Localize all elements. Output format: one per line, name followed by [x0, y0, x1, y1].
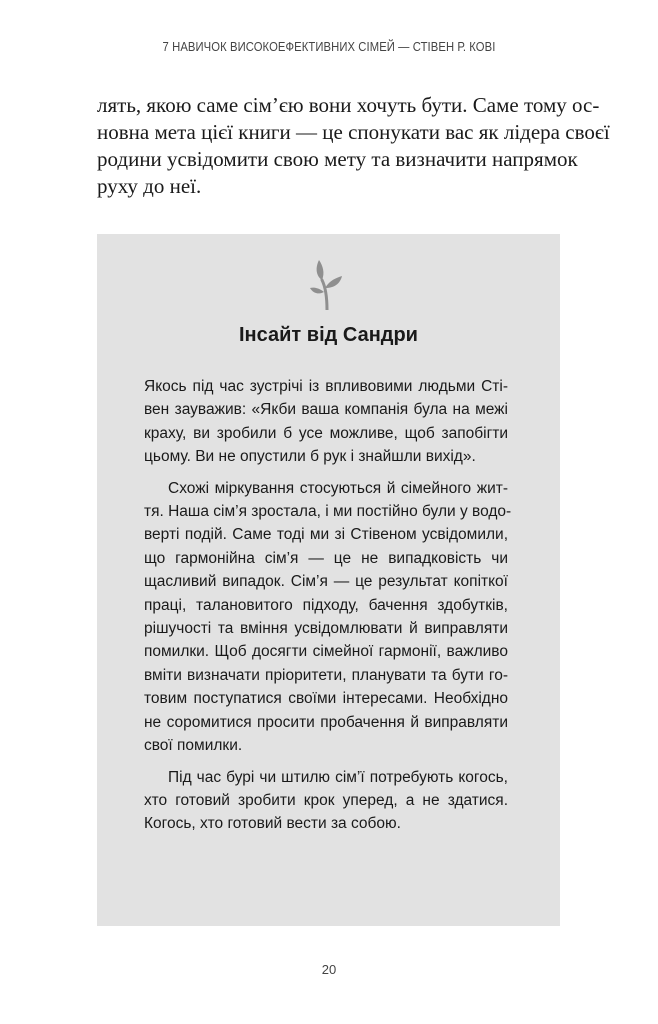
insight-paragraph: [144, 766, 508, 836]
insight-sidebar-box: [97, 234, 560, 926]
text-line: щасливий випадок. Сім’я — це результат копіткої: [144, 573, 508, 591]
sprout-icon: [310, 258, 344, 310]
text-line: вен зауважив: «Якби ваша компанія була на межі: [144, 401, 508, 419]
text-line: товим поступатися своїми інтересами. Необхідно: [144, 690, 508, 708]
text-line: верті подій. Саме тоді ми зі Стівеном усвідомили,: [144, 526, 508, 544]
text-line: руху до неї.: [97, 174, 202, 198]
insight-paragraph: [144, 477, 512, 758]
insight-paragraph: [144, 375, 508, 469]
text-line: цьому. Ви не опустили б рук і знайшли вихід».: [144, 448, 476, 466]
text-line: краху, ви зробили б усе можливе, щоб запобігти: [144, 424, 508, 442]
text-line: хто готовий зробити крок уперед, а не здатися.: [144, 791, 508, 809]
text-line: Під час бурі чи штилю сім’ї потребують когось,: [168, 768, 508, 786]
text-line: Схожі міркування стосуються й сімейного жит-: [168, 479, 508, 497]
running-header: 7 НАВИЧОК ВИСОКОЕФЕКТИВНИХ СІМЕЙ — СТІВЕН Р. КОВІ: [162, 40, 496, 54]
insight-title: Інсайт від Сандри: [239, 324, 418, 346]
page-number: 20: [321, 962, 337, 977]
text-line: лять, якою саме сім’єю вони хочуть бути. Саме тому ос-: [97, 93, 600, 117]
text-line: новна мета цієї книги — це спонукати вас як лідера своєї: [97, 120, 610, 144]
insight-body: [144, 375, 512, 844]
text-line: праці, талановитого підходу, бачення здобутків,: [144, 596, 508, 614]
text-line: Когось, хто готовий вести за собою.: [144, 815, 401, 833]
text-line: родини усвідомити свою мету та визначити напрямок: [97, 147, 578, 171]
text-line: Якось під час зустрічі із впливовими людьми Сті-: [144, 378, 508, 395]
text-line: рішучості та вміння усвідомлювати й виправляти: [144, 620, 508, 638]
text-line: що гармонійна сім’я — це не випадковість чи: [144, 549, 508, 567]
text-line: не соромитися просити пробачення й виправляти: [144, 713, 508, 731]
text-line: свої помилки.: [144, 737, 243, 755]
text-line: помилки. Щоб досягти сімейної гармонії, важливо: [144, 643, 508, 661]
text-line: тя. Наша сім’я зростала, і ми постійно були у водо-: [144, 503, 512, 521]
body-paragraph: [97, 92, 610, 200]
text-line: вміти визначати пріоритети, планувати та бути го-: [144, 666, 508, 684]
